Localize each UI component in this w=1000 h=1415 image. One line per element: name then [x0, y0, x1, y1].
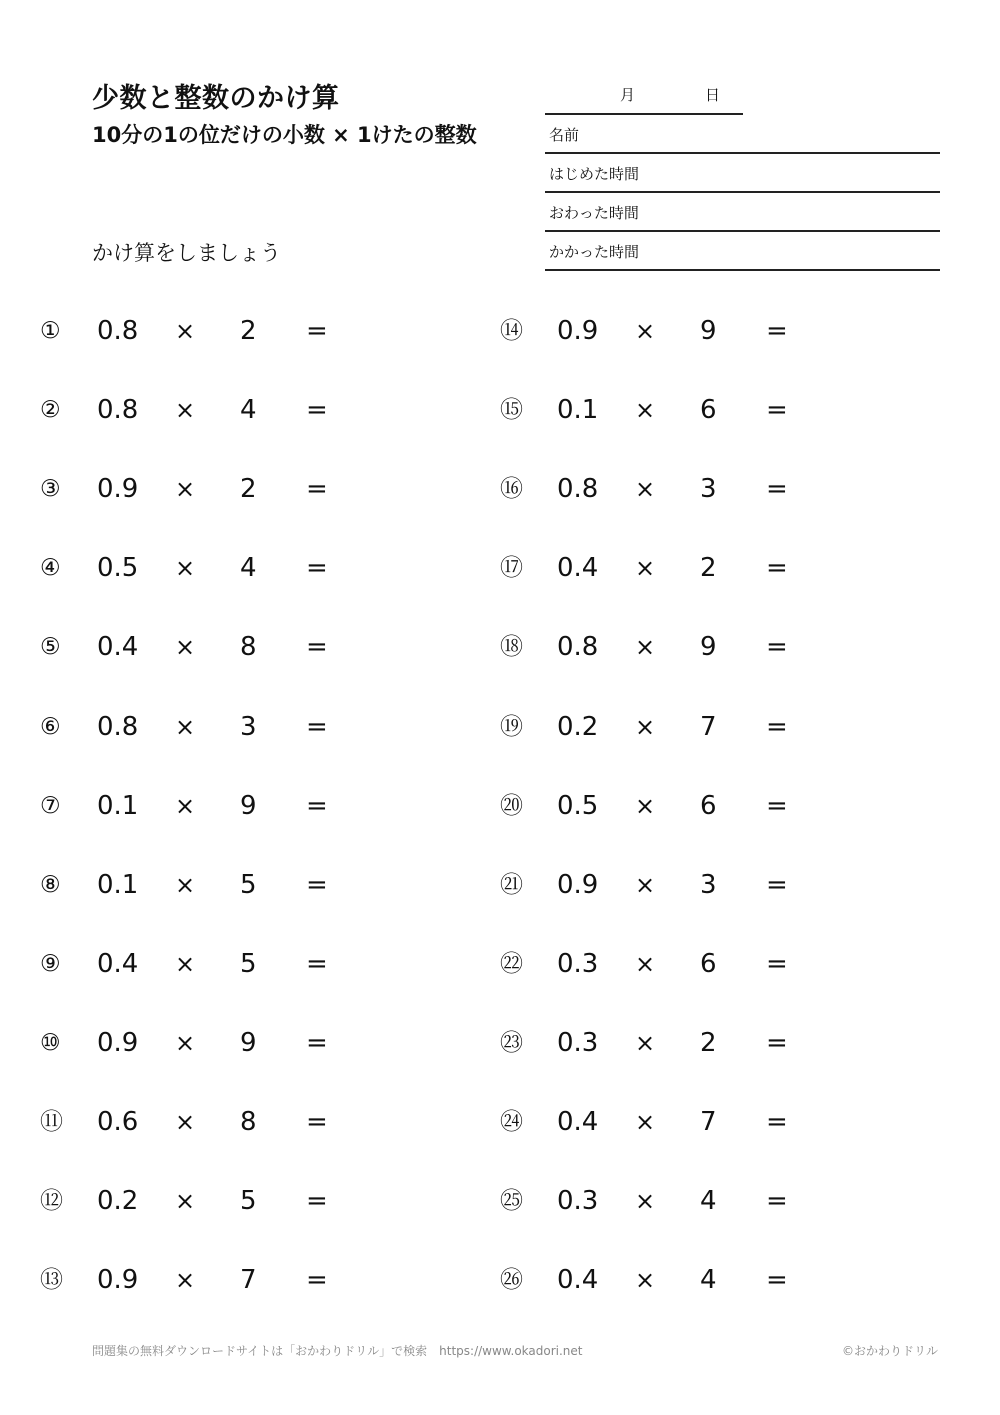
equals-sign: =: [766, 474, 788, 504]
multiply-sign: ×: [635, 950, 656, 978]
decimal-operand: 0.8: [97, 395, 139, 425]
equals-sign: =: [766, 870, 788, 900]
problem-number: ㉖: [500, 1267, 523, 1293]
decimal-operand: 0.3: [557, 1028, 599, 1058]
integer-operand: 9: [700, 632, 717, 662]
equals-sign: =: [306, 632, 328, 662]
multiply-sign: ×: [175, 554, 196, 582]
decimal-operand: 0.4: [97, 632, 139, 662]
decimal-operand: 0.1: [97, 791, 139, 821]
decimal-operand: 0.8: [557, 474, 599, 504]
integer-operand: 6: [700, 949, 717, 979]
equals-sign: =: [306, 316, 328, 346]
integer-operand: 3: [700, 870, 717, 900]
integer-operand: 5: [240, 949, 257, 979]
multiply-sign: ×: [175, 1108, 196, 1136]
equals-sign: =: [306, 395, 328, 425]
problem-number: ②: [40, 397, 61, 423]
problem-number: ⑤: [40, 634, 61, 660]
start-time-label: はじめた時間: [549, 165, 640, 183]
multiply-sign: ×: [175, 1266, 196, 1294]
decimal-operand: 0.9: [97, 1028, 139, 1058]
multiply-sign: ×: [635, 871, 656, 899]
date-field: [545, 80, 743, 115]
equals-sign: =: [766, 1107, 788, 1137]
integer-operand: 8: [240, 1107, 257, 1137]
problem-number: ⑮: [500, 397, 523, 423]
multiply-sign: ×: [635, 554, 656, 582]
integer-operand: 4: [700, 1186, 717, 1216]
problem-number: ①: [40, 318, 61, 344]
integer-operand: 2: [700, 553, 717, 583]
multiply-sign: ×: [635, 317, 656, 345]
decimal-operand: 0.9: [557, 316, 599, 346]
decimal-operand: 0.5: [97, 553, 139, 583]
decimal-operand: 0.8: [97, 316, 139, 346]
decimal-operand: 0.3: [557, 1186, 599, 1216]
multiply-sign: ×: [635, 792, 656, 820]
equals-sign: =: [766, 949, 788, 979]
problem-number: ㉒: [500, 951, 523, 977]
footer-copyright: ©おかわりドリル: [841, 1344, 938, 1358]
problem-number: ③: [40, 476, 61, 502]
month-label: 月: [620, 86, 636, 104]
decimal-operand: 0.5: [557, 791, 599, 821]
equals-sign: =: [766, 395, 788, 425]
integer-operand: 6: [700, 791, 717, 821]
multiply-sign: ×: [635, 1266, 656, 1294]
integer-operand: 7: [240, 1265, 257, 1295]
decimal-operand: 0.2: [97, 1186, 139, 1216]
multiply-sign: ×: [175, 1187, 196, 1215]
equals-sign: =: [306, 474, 328, 504]
multiply-sign: ×: [635, 396, 656, 424]
decimal-operand: 0.8: [557, 632, 599, 662]
problem-number: ⑱: [500, 634, 523, 660]
start-time-field: [545, 154, 940, 193]
equals-sign: =: [306, 870, 328, 900]
equals-sign: =: [766, 632, 788, 662]
equals-sign: =: [766, 316, 788, 346]
equals-sign: =: [766, 1186, 788, 1216]
multiply-sign: ×: [635, 1187, 656, 1215]
integer-operand: 3: [240, 712, 257, 742]
integer-operand: 6: [700, 395, 717, 425]
worksheet-subtitle: 10分の1の位だけの小数 × 1けたの整数: [92, 123, 477, 147]
equals-sign: =: [306, 1107, 328, 1137]
multiply-sign: ×: [635, 1108, 656, 1136]
multiply-sign: ×: [175, 396, 196, 424]
multiply-sign: ×: [635, 1029, 656, 1057]
decimal-operand: 0.9: [97, 1265, 139, 1295]
problem-number: ⑫: [40, 1188, 63, 1214]
problem-number: ⑰: [500, 555, 523, 581]
decimal-operand: 0.1: [97, 870, 139, 900]
day-label: 日: [705, 86, 721, 104]
problem-number: ⑬: [40, 1267, 63, 1293]
footer-site-note: 問題集の無料ダウンロードサイトは「おかわりドリル」で検索 https://www.okadori.net: [92, 1344, 583, 1358]
decimal-operand: 0.9: [97, 474, 139, 504]
integer-operand: 9: [700, 316, 717, 346]
equals-sign: =: [306, 1028, 328, 1058]
problem-number: ㉕: [500, 1188, 523, 1214]
decimal-operand: 0.1: [557, 395, 599, 425]
equals-sign: =: [766, 1265, 788, 1295]
decimal-operand: 0.4: [557, 1265, 599, 1295]
problem-number: ⑯: [500, 476, 523, 502]
integer-operand: 2: [700, 1028, 717, 1058]
problem-number: ⑥: [40, 714, 61, 740]
integer-operand: 2: [240, 474, 257, 504]
multiply-sign: ×: [175, 713, 196, 741]
integer-operand: 9: [240, 1028, 257, 1058]
problem-number: ㉑: [500, 872, 523, 898]
name-field: [545, 115, 940, 154]
problem-number: ⑦: [40, 793, 61, 819]
integer-operand: 4: [240, 553, 257, 583]
equals-sign: =: [306, 949, 328, 979]
problem-number: ⑨: [40, 951, 61, 977]
multiply-sign: ×: [635, 633, 656, 661]
problem-number: ⑩: [40, 1030, 61, 1056]
problem-number: ⑪: [40, 1109, 63, 1135]
integer-operand: 2: [240, 316, 257, 346]
multiply-sign: ×: [175, 950, 196, 978]
decimal-operand: 0.8: [97, 712, 139, 742]
end-time-label: おわった時間: [549, 204, 639, 222]
multiply-sign: ×: [175, 475, 196, 503]
decimal-operand: 0.2: [557, 712, 599, 742]
integer-operand: 4: [700, 1265, 717, 1295]
decimal-operand: 0.4: [557, 553, 599, 583]
equals-sign: =: [306, 1265, 328, 1295]
equals-sign: =: [306, 791, 328, 821]
equals-sign: =: [766, 553, 788, 583]
multiply-sign: ×: [175, 1029, 196, 1057]
elapsed-time-field: [545, 232, 940, 271]
integer-operand: 7: [700, 1107, 717, 1137]
name-label: 名前: [549, 126, 580, 144]
decimal-operand: 0.9: [557, 870, 599, 900]
integer-operand: 3: [700, 474, 717, 504]
multiply-sign: ×: [635, 475, 656, 503]
integer-operand: 5: [240, 870, 257, 900]
integer-operand: 5: [240, 1186, 257, 1216]
equals-sign: =: [306, 1186, 328, 1216]
decimal-operand: 0.6: [97, 1107, 139, 1137]
multiply-sign: ×: [635, 713, 656, 741]
integer-operand: 9: [240, 791, 257, 821]
integer-operand: 7: [700, 712, 717, 742]
integer-operand: 4: [240, 395, 257, 425]
decimal-operand: 0.4: [97, 949, 139, 979]
worksheet-title: 少数と整数のかけ算: [92, 83, 340, 114]
problem-number: ⑭: [500, 318, 523, 344]
equals-sign: =: [766, 712, 788, 742]
end-time-field: [545, 193, 940, 232]
decimal-operand: 0.4: [557, 1107, 599, 1137]
multiply-sign: ×: [175, 871, 196, 899]
problem-number: ⑧: [40, 872, 61, 898]
multiply-sign: ×: [175, 633, 196, 661]
problem-number: ㉓: [500, 1030, 523, 1056]
problem-number: ⑲: [500, 714, 523, 740]
equals-sign: =: [766, 1028, 788, 1058]
multiply-sign: ×: [175, 317, 196, 345]
problem-number: ④: [40, 555, 61, 581]
integer-operand: 8: [240, 632, 257, 662]
instruction-text: かけ算をしましょう: [92, 241, 281, 265]
equals-sign: =: [306, 553, 328, 583]
elapsed-time-label: かかった時間: [549, 243, 640, 261]
problem-number: ⑳: [500, 793, 523, 819]
multiply-sign: ×: [175, 792, 196, 820]
decimal-operand: 0.3: [557, 949, 599, 979]
equals-sign: =: [766, 791, 788, 821]
problem-number: ㉔: [500, 1109, 523, 1135]
equals-sign: =: [306, 712, 328, 742]
